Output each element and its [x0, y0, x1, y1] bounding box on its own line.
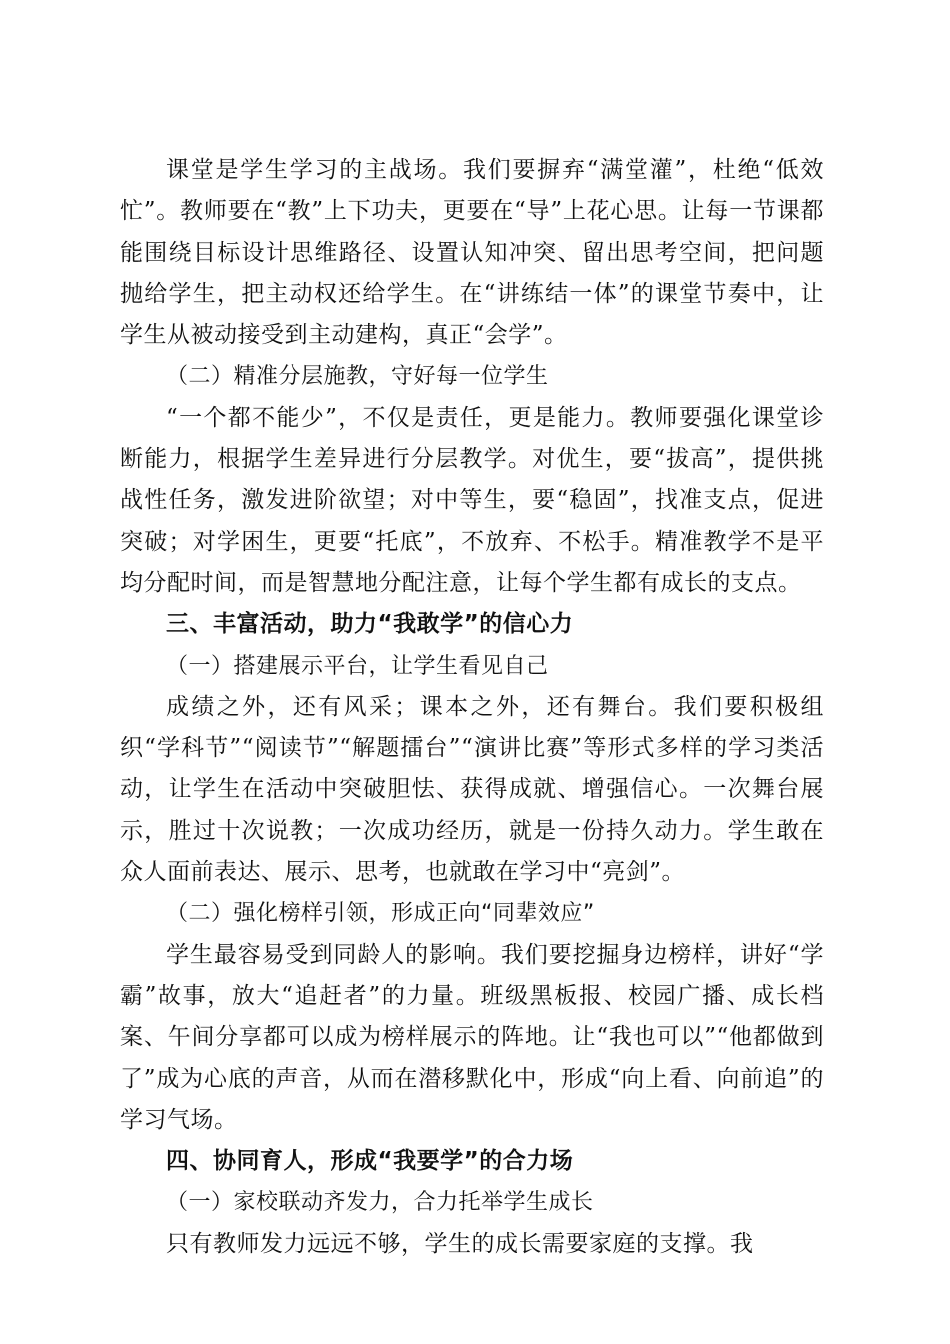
- paragraph-home-school: 只有教师发力远远不够，学生的成长需要家庭的支撑。我: [166, 1230, 754, 1257]
- paragraph-role-models: 学生最容易受到同龄人的影响。我们要挖掘身边榜样，讲好“学霸”故事，放大“追赶者”的力量。班级黑板报、校园广播、成长档案、午间分享都可以成为榜样展示的阵地。让“我也可以”“他都做到了”成为心底的声音，从而在潜移默化中，形成“向上看、向前追”的学习气场。: [120, 941, 824, 1133]
- document-body: [120, 150, 824, 1265]
- paragraph-classroom: 课堂是学生学习的主战场。我们要摒弃“满堂灌”，杜绝“低效忙”。教师要在“教”上下功夫，更要在“导”上花心思。让每一节课都能围绕目标设计思维路径、设置认知冲突、留出思考空间，把问题抛给学生，把主动权还给学生。在“讲练结一体”的课堂节奏中，让学生从被动接受到主动建构，真正“会学”。: [120, 157, 824, 349]
- subheading-role-models: （二）强化榜样引领，形成正向“同辈效应”: [166, 901, 595, 927]
- heading-section-three: 三、丰富活动，助力“我敢学”的信心力: [166, 611, 574, 638]
- heading-section-four: 四、协同育人，形成“我要学”的合力场: [166, 1148, 574, 1175]
- paragraph-layered-teaching: “一个都不能少”，不仅是责任，更是能力。教师要强化课堂诊断能力，根据学生差异进行分层教学。对优生，要“拔高”，提供挑战性任务，激发进阶欲望；对中等生，要“稳固”，找准支点，促进突破；对学困生，更要“托底”，不放弃、不松手。精准教学不是平均分配时间，而是智慧地分配注意，让每个学生都有成长的支点。: [120, 404, 824, 596]
- subheading-layered-teaching: （二）精准分层施教，守好每一位学生: [166, 364, 549, 390]
- paragraph-showcase-platform: 成绩之外，还有风采；课本之外，还有舞台。我们要积极组织“学科节”“阅读节”“解题擂台”“演讲比赛”等形式多样的学习类活动，让学生在活动中突破胆怯、获得成就、增强信心。一次舞台展示，胜过十次说教；一次成功经历，就是一份持久动力。学生敢在众人面前表达、展示、思考，也就敢在学习中“亮剑”。: [120, 693, 824, 886]
- subheading-showcase-platform: （一）搭建展示平台，让学生看见自己: [166, 653, 549, 679]
- subheading-home-school: （一）家校联动齐发力，合力托举学生成长: [166, 1190, 594, 1216]
